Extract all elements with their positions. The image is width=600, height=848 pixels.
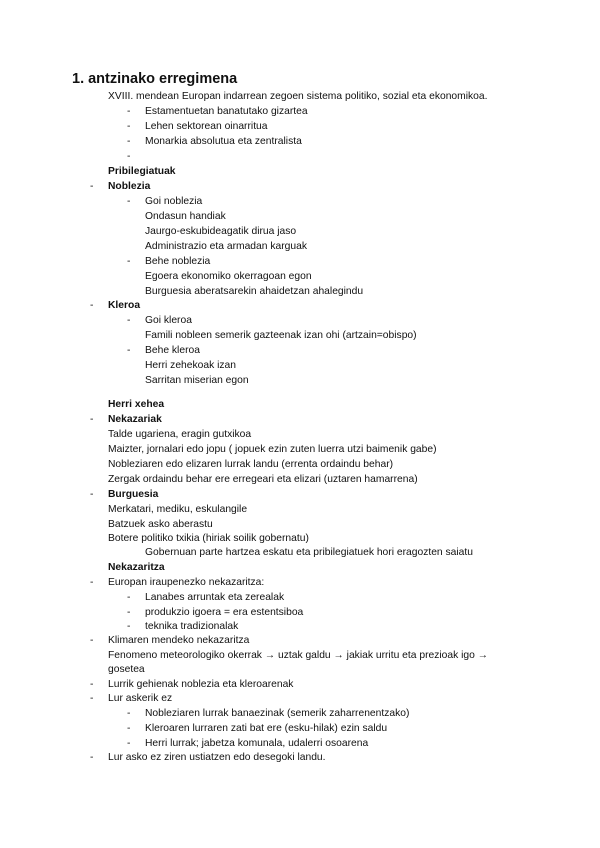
bullet-dash: - xyxy=(127,592,131,603)
behe-noblezia-label: Behe noblezia xyxy=(145,256,211,267)
subsection-title-kleroa: Kleroa xyxy=(108,300,141,311)
text-line: Talde ugariena, eragin gutxikoa xyxy=(108,429,252,440)
text-line: Europan iraupenezko nekazaritza: xyxy=(108,577,265,588)
text-line: Administrazio eta armadan karguak xyxy=(145,241,307,252)
subsection-title-noblezia: Noblezia xyxy=(108,181,151,192)
section-title-herri-xehea: Herri xehea xyxy=(108,399,165,410)
bullet-dash: - xyxy=(127,196,131,207)
text-line: Ondasun handiak xyxy=(145,211,226,222)
text-line: Famili nobleen semerik gazteenak izan ohi (artzain=obispo) xyxy=(145,330,417,341)
text-line: Merkatari, mediku, eskulangile xyxy=(108,504,248,515)
page-title: 1. antzinako erregimena xyxy=(72,71,238,87)
intro-item: Monarkia absolutua eta zentralista xyxy=(145,136,302,147)
list-item: Herri lurrak; jabetza komunala, udalerri osoarena xyxy=(145,738,369,749)
text-line: Jaurgo-eskubideagatik dirua jaso xyxy=(145,226,297,237)
text-line: Lur askerik ez xyxy=(108,693,173,704)
bullet-dash: - xyxy=(90,414,94,425)
intro-item: Lehen sektorean oinarritua xyxy=(145,121,268,132)
subsection-title-nekazariak: Nekazariak xyxy=(108,414,162,425)
bullet-dash: - xyxy=(90,693,94,704)
bullet-dash: - xyxy=(127,106,131,117)
bullet-dash: - xyxy=(127,315,131,326)
list-item: Kleroaren lurraren zati bat ere (esku-hilak) ezin saldu xyxy=(145,723,388,734)
text-line: Egoera ekonomiko okerragoan egon xyxy=(145,271,312,282)
text-line: Botere politiko txikia (hiriak soilik gobernatu) xyxy=(108,533,309,544)
bullet-dash: - xyxy=(127,121,131,132)
text-line: Lur asko ez ziren ustiatzen edo desegoki landu. xyxy=(108,752,326,763)
text-line: Burguesia aberatsarekin ahaidetzan ahalegindu xyxy=(145,286,364,297)
bullet-dash: - xyxy=(127,708,131,719)
goi-noblezia-label: Goi noblezia xyxy=(145,196,203,207)
goi-kleroa-label: Goi kleroa xyxy=(145,315,192,326)
bullet-dash: - xyxy=(90,679,94,690)
bullet-dash: - xyxy=(127,607,131,618)
text-line: Nobleziaren edo elizaren lurrak landu (errenta ordaindu behar) xyxy=(108,459,394,470)
list-item: Lanabes arruntak eta zerealak xyxy=(145,592,285,603)
bullet-dash: - xyxy=(127,738,131,749)
text-line: Sarritan miserian egon xyxy=(145,375,249,386)
list-item: teknika tradizionalak xyxy=(145,621,239,632)
bullet-dash: - xyxy=(127,345,131,356)
bullet-dash: - xyxy=(127,136,131,147)
bullet-dash: - xyxy=(90,752,94,763)
text-line: Zergak ordaindu behar ere erregeari eta elizari (uztaren hamarrena) xyxy=(108,474,418,485)
bullet-dash: - xyxy=(90,577,94,588)
text-line: Klimaren mendeko nekazaritza xyxy=(108,635,250,646)
bullet-dash: - xyxy=(90,181,94,192)
bullet-dash: - xyxy=(90,635,94,646)
intro-text: XVIII. mendean Europan indarrean zegoen sistema politiko, sozial eta ekonomikoa. xyxy=(108,91,488,102)
intro-item: Estamentuetan banatutako gizartea xyxy=(145,106,308,117)
text-line: Gobernuan parte hartzea eskatu eta pribilegiatuek hori eragozten saiatu xyxy=(145,547,473,558)
bullet-dash: - xyxy=(127,151,131,162)
text-line: Maizter, jornalari edo jopu ( jopuek ezin zuten luerra utzi baimenik gabe) xyxy=(108,444,437,455)
text-line: Batzuek asko aberastu xyxy=(108,519,213,530)
section-title-nekazaritza: Nekazaritza xyxy=(108,562,165,573)
text-line: Lurrik gehienak noblezia eta kleroarenak xyxy=(108,679,294,690)
list-item: Nobleziaren lurrak banaezinak (semerik zaharrenentzako) xyxy=(145,708,410,719)
section-title-pribilegiatuak: Pribilegiatuak xyxy=(108,166,176,177)
text-line: Fenomeno meteorologiko okerrak → uztak galdu → jakiak urritu eta prezioak igo → xyxy=(108,650,489,661)
behe-kleroa-label: Behe kleroa xyxy=(145,345,200,356)
text-line: Herri zehekoak izan xyxy=(145,360,236,371)
bullet-dash: - xyxy=(127,256,131,267)
bullet-dash: - xyxy=(127,723,131,734)
bullet-dash: - xyxy=(90,489,94,500)
text-line: gosetea xyxy=(108,664,145,675)
subsection-title-burguesia: Burguesia xyxy=(108,489,159,500)
bullet-dash: - xyxy=(90,300,94,311)
bullet-dash: - xyxy=(127,621,131,632)
list-item: produkzio igoera = era estentsiboa xyxy=(145,607,304,618)
